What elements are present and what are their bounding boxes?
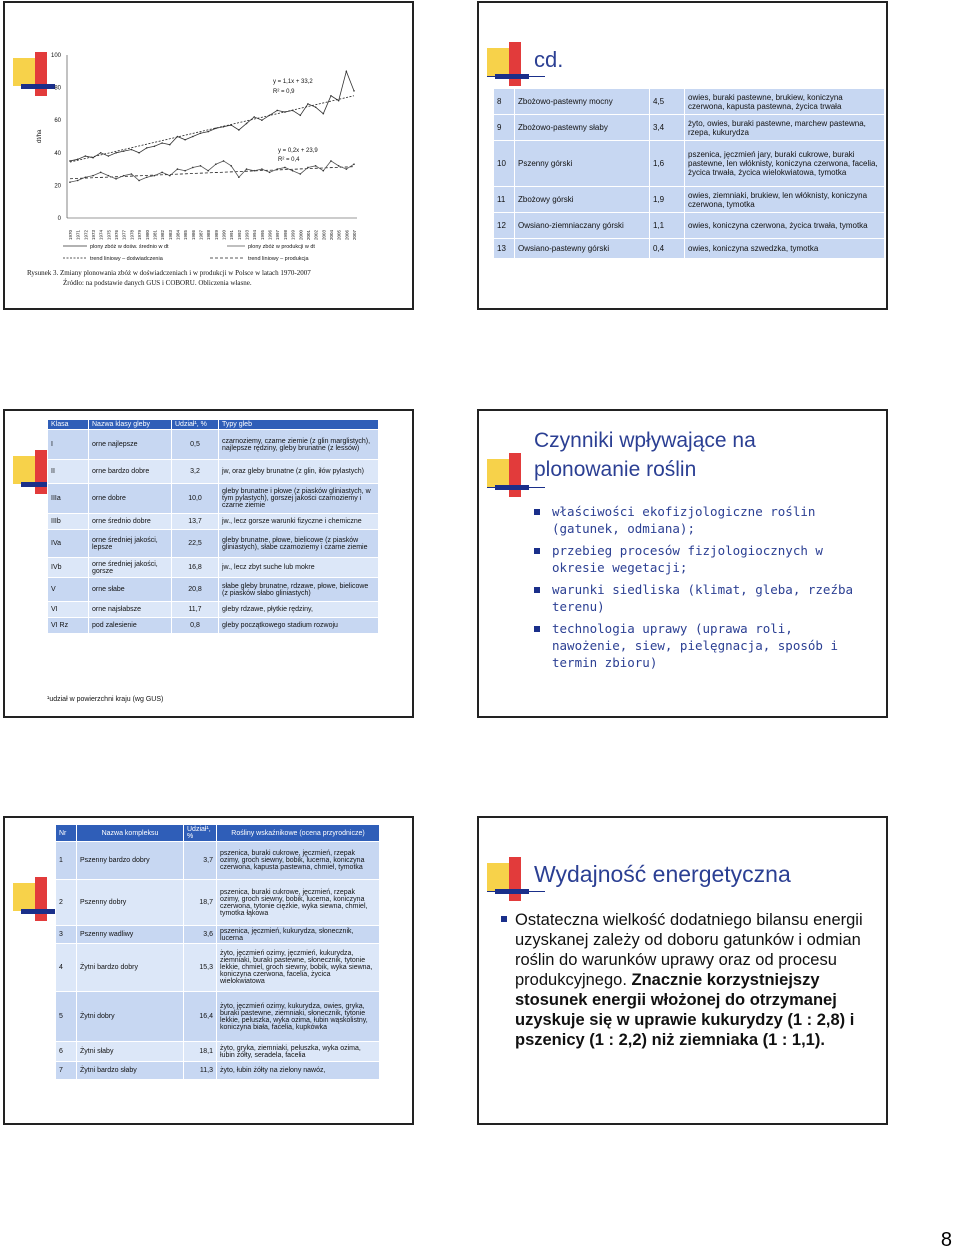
header-cell: Rośliny wskaźnikowe (ocena przyrodnicze) <box>217 825 380 842</box>
cell-pct: 3,7 <box>184 842 217 880</box>
point-production <box>169 175 171 177</box>
point-production <box>184 170 186 172</box>
x-tick-label: 2007 <box>352 229 357 240</box>
cell-nr: 4 <box>56 944 77 992</box>
cell-class-name: pod zalesienie <box>89 618 172 634</box>
table-row <box>494 187 885 213</box>
cell-share: 11,7 <box>172 602 219 618</box>
cell-pct: 16,4 <box>184 992 217 1042</box>
bullet-marker <box>534 626 540 632</box>
point-production <box>292 170 294 172</box>
legend-label-b: plony zbóż w produkcji w dt <box>248 244 315 250</box>
cell-nr: 11 <box>494 187 515 213</box>
cell-pct: 1,9 <box>650 187 685 213</box>
point-experiments <box>123 150 125 152</box>
point-production <box>115 178 117 180</box>
cell-nr: 3 <box>56 926 77 944</box>
cell-class-name: orne średnio dobre <box>89 514 172 530</box>
cell-pct: 18,1 <box>184 1042 217 1062</box>
cell-soil-types: czarnoziemy, czarne ziemie (z glin marglistych), najlepsze rędziny, gleby brunatne (z lessów) <box>219 430 379 460</box>
cell-name: Żytni dobry <box>77 992 184 1042</box>
page-number: 8 <box>940 1229 952 1251</box>
point-experiments <box>292 110 294 112</box>
table-row <box>48 460 379 484</box>
point-experiments <box>92 157 94 159</box>
trend-equation-2: y = 0,2x + 23,9 <box>278 148 318 154</box>
point-production <box>353 163 355 165</box>
x-tick-label: 1973 <box>91 229 97 240</box>
point-production <box>246 168 248 170</box>
cell-plants: żyto, jęczmień ozimy, jęczmień, kukurydza, ziemniaki, buraki pastewne, słonecznik, tytonie lekkie, chmiel, groch siewny, bobik, wyka siewna, koniczyna czerwona, facelia, życica wielokwiatowa <box>217 944 380 992</box>
factor-text: warunki siedliska (klimat, gleba, rzeźba terenu) <box>552 582 854 614</box>
header-cell: Typy gleb <box>219 420 379 430</box>
header-cell: Nazwa klasy gleby <box>89 420 172 430</box>
table-row <box>56 1062 380 1080</box>
point-production <box>192 167 194 169</box>
y-tick-label: 40 <box>54 150 61 157</box>
cell-class: IVb <box>48 558 89 578</box>
cell-soil-types: gleby rdzawe, płytkie rędziny, <box>219 602 379 618</box>
x-tick-label: 1985 <box>183 229 189 240</box>
point-experiments <box>299 115 301 117</box>
point-production <box>315 165 317 167</box>
energy-text-bold: Znacznie korzystniejszy stosunek energii włożonej do otrzymanej uzyskuje się w uprawie kukurydzy (1 : 2,8) i pszenicy (1 : 2,2) niż ziemniaka (1 : 1,1). <box>515 971 855 1049</box>
point-experiments <box>154 145 156 147</box>
cell-name: Zbożowo-pastewny słaby <box>515 115 650 141</box>
point-production <box>238 176 240 178</box>
cell-plants: żyto, łubin żółty na zielony nawóz, <box>217 1062 380 1080</box>
bullet-marker <box>534 509 540 515</box>
header-cell: Nazwa kompleksu <box>77 825 184 842</box>
point-experiments <box>131 149 133 151</box>
cell-plants: owies, koniczyna czerwona, życica trwała, tymotka <box>685 213 885 239</box>
table-footnote: ¹udział w powierzchni kraju (wg GUS) <box>47 696 164 703</box>
cell-plants: pszenica, buraki cukrowe, jęczmień, rzepak ozimy, groch siewny, bobik, lucerna, koniczyna czerwona, kapusta pastewna, chmiel, tymotka <box>217 842 380 880</box>
slide-complex-table <box>3 816 414 1125</box>
bullet-marker <box>501 916 507 922</box>
cell-nr: 7 <box>56 1062 77 1080</box>
slide-title: Wydajność energetyczna <box>534 861 791 887</box>
trend-equation-1: y = 1,1x + 33,2 <box>273 79 313 85</box>
y-tick-label: 80 <box>54 85 61 92</box>
cell-share: 10,0 <box>172 484 219 514</box>
x-tick-label: 1971 <box>75 229 81 240</box>
cell-nr: 5 <box>56 992 77 1042</box>
y-tick-label: 0 <box>57 216 61 222</box>
point-experiments <box>315 106 317 108</box>
point-experiments <box>207 131 209 133</box>
x-tick-label: 1990 <box>221 229 227 240</box>
figure-caption: Rysunek 3. Zmiany plonowania zbóż w doświadczeniach i w produkcji w Polsce w latach 1970-2007 <box>27 269 311 277</box>
cell-pct: 3,4 <box>650 115 685 141</box>
x-tick-label: 2005 <box>336 229 342 240</box>
cell-nr: 12 <box>494 213 515 239</box>
x-tick-label: 2003 <box>321 229 327 240</box>
x-tick-label: 1978 <box>129 229 135 240</box>
point-production <box>346 168 348 170</box>
header-cell: Klasa <box>48 420 89 430</box>
x-tick-label: 1991 <box>229 229 235 240</box>
cell-soil-types: jw, oraz gleby brunatne (z glin, iłów pylastych) <box>219 460 379 484</box>
point-experiments <box>69 160 71 162</box>
agricultural-complex-table <box>55 824 380 1080</box>
x-tick-label: 1986 <box>190 229 196 240</box>
point-production <box>261 168 263 170</box>
table-row <box>48 578 379 602</box>
cell-pct: 15,3 <box>184 944 217 992</box>
table-row <box>494 141 885 187</box>
series-production-line <box>70 161 354 182</box>
bullet-marker <box>534 548 540 554</box>
slide-soil-class-table <box>3 409 414 718</box>
cell-class: I <box>48 430 89 460</box>
point-experiments <box>253 116 255 118</box>
cell-name: Żytni słaby <box>77 1042 184 1062</box>
y-tick-label: 60 <box>54 118 61 125</box>
x-tick-label: 2006 <box>344 229 350 240</box>
slide-title: cd. <box>534 47 564 72</box>
trendline-production <box>70 167 354 179</box>
cell-share: 3,2 <box>172 460 219 484</box>
point-experiments <box>161 142 163 144</box>
point-production <box>269 172 271 174</box>
x-tick-label: 1974 <box>98 229 104 240</box>
point-production <box>154 175 156 177</box>
point-experiments <box>261 119 263 121</box>
factor-text: technologia uprawy (uprawa roli, nawożenie, siew, pielęgnacja, sposób i termin zbioru) <box>552 621 838 670</box>
cell-name: Owsiano-pastewny górski <box>515 239 650 259</box>
point-production <box>77 180 79 182</box>
point-production <box>223 160 225 162</box>
cell-class-name: orne dobre <box>89 484 172 514</box>
point-experiments <box>330 95 332 97</box>
point-production <box>161 172 163 174</box>
table-row <box>494 239 885 259</box>
table-row <box>48 430 379 460</box>
yield-line-chart <box>5 3 412 308</box>
cell-name: Pszenny dobry <box>77 880 184 926</box>
point-experiments <box>338 100 340 102</box>
point-production <box>253 170 255 172</box>
legend-label-c: trend liniowy – doświadczenia <box>90 256 163 262</box>
cell-plants: pszenica, buraki cukrowe, jęczmień, rzepak ozimy, groch siewny, bobik, lucerna, koniczyna czerwona, tytonie ciężkie, wyka siewna, chmiel, tymotka łąkowa <box>217 880 380 926</box>
cell-class-name: orne najlepsze <box>89 430 172 460</box>
cell-plants: pszenica, jęczmień jary, buraki cukrowe, buraki pastewne, len włóknisty, koniczyna czerwona, facelia, życica trwała, życica wielokwiatowa, tymotka <box>685 141 885 187</box>
point-production <box>299 173 301 175</box>
point-production <box>322 170 324 172</box>
cell-share: 16,8 <box>172 558 219 578</box>
factor-item <box>534 503 869 537</box>
point-experiments <box>85 155 87 157</box>
point-experiments <box>322 113 324 115</box>
cell-name: Pszenny wadliwy <box>77 926 184 944</box>
factor-text: przebieg procesów fizjologiocznych w okresie wegetacji; <box>552 543 823 575</box>
x-tick-label: 1993 <box>244 229 250 240</box>
complex-table <box>493 88 885 259</box>
cell-name: Zbożowy górski <box>515 187 650 213</box>
soil-class-table <box>47 419 379 634</box>
point-experiments <box>192 136 194 138</box>
point-experiments <box>230 124 232 126</box>
table-row <box>56 1042 380 1062</box>
cell-nr: 6 <box>56 1042 77 1062</box>
header-cell: Nr <box>56 825 77 842</box>
table-row <box>48 618 379 634</box>
bullet-marker <box>534 587 540 593</box>
cell-class-name: orne średniej jakości, gorsze <box>89 558 172 578</box>
cell-class: VI Rz <box>48 618 89 634</box>
table-row <box>48 602 379 618</box>
cell-soil-types: jw., lecz gorsze warunki fizyczne i chemiczne <box>219 514 379 530</box>
x-tick-label: 1970 <box>68 229 73 240</box>
cell-nr: 9 <box>494 115 515 141</box>
cell-soil-types: gleby brunatne, płowe, bielicowe (z piasków gliniastych), słabe czarnoziemy i czarne ziemie <box>219 530 379 558</box>
point-experiments <box>276 110 278 112</box>
cell-name: Owsiano-ziemniaczany górski <box>515 213 650 239</box>
cell-soil-types: gleby początkowego stadium rozwoju <box>219 618 379 634</box>
x-tick-label: 1996 <box>267 229 273 240</box>
cell-plants: owies, koniczyna szwedzka, tymotka <box>685 239 885 259</box>
x-tick-label: 1995 <box>259 229 265 240</box>
cell-class-name: orne najsłabsze <box>89 602 172 618</box>
table-row <box>48 530 379 558</box>
cell-nr: 13 <box>494 239 515 259</box>
y-axis-unit: dt/ha <box>37 129 43 143</box>
point-experiments <box>115 152 117 154</box>
trend-r2-1: R² = 0,9 <box>273 89 295 95</box>
cell-pct: 4,5 <box>650 89 685 115</box>
point-experiments <box>100 152 102 154</box>
cell-nr: 2 <box>56 880 77 926</box>
cell-soil-types: słabe gleby brunatne, rdzawe, płowe, bielicowe (z piasków słabo gliniastych) <box>219 578 379 602</box>
cell-name: Żytni bardzo słaby <box>77 1062 184 1080</box>
slide-complex-table-continued <box>477 1 888 310</box>
x-tick-label: 2001 <box>305 229 311 240</box>
cell-nr: 10 <box>494 141 515 187</box>
cell-class: VI <box>48 602 89 618</box>
cell-plants: owies, ziemniaki, brukiew, len włóknisty, koniczyna czerwona, tymotka <box>685 187 885 213</box>
x-tick-label: 1976 <box>114 229 120 240</box>
point-experiments <box>307 103 309 105</box>
x-tick-label: 1997 <box>275 229 281 240</box>
cell-name: Zbożowo-pastewny mocny <box>515 89 650 115</box>
table-row <box>494 89 885 115</box>
x-tick-label: 1983 <box>167 229 173 240</box>
cell-plants: żyto, gryka, ziemniaki, peluszka, wyka ozima, łubin żółty, seradela, facelia <box>217 1042 380 1062</box>
x-tick-label: 1984 <box>175 229 181 240</box>
table-row <box>56 926 380 944</box>
point-production <box>92 175 94 177</box>
cell-plants: pszenica, jęczmień, kukurydza, słonecznik, lucerna <box>217 926 380 944</box>
cell-plants: żyto, jęczmień ozimy, kukurydza, owies, gryka, buraki pastewne, ziemniaki, słonecznik, tytonie lekkie, peluszka, wyka ozima, łubin wąskolistny, koniczyna biała, facelia, kupkówka <box>217 992 380 1042</box>
cell-name: Pszenny bardzo dobry <box>77 842 184 880</box>
point-experiments <box>215 128 217 130</box>
point-experiments <box>169 144 171 146</box>
table-row <box>494 115 885 141</box>
table-row <box>56 944 380 992</box>
point-production <box>100 172 102 174</box>
legend-label-d: trend liniowy – produkcja <box>248 256 309 262</box>
x-tick-label: 1977 <box>121 229 127 240</box>
cell-class: II <box>48 460 89 484</box>
slide-chart <box>3 1 414 310</box>
energy-paragraph <box>515 910 875 1050</box>
point-experiments <box>200 132 202 134</box>
x-tick-label: 2000 <box>298 229 304 240</box>
point-production <box>200 165 202 167</box>
cell-pct: 11,3 <box>184 1062 217 1080</box>
cell-soil-types: jw., lecz zbyt suche lub mokre <box>219 558 379 578</box>
cell-share: 0,5 <box>172 430 219 460</box>
factor-item <box>534 620 869 671</box>
point-experiments <box>77 159 79 161</box>
point-production <box>131 173 133 175</box>
point-production <box>123 175 125 177</box>
y-tick-label: 20 <box>54 183 61 190</box>
x-tick-label: 1999 <box>290 229 296 240</box>
cell-pct: 0,4 <box>650 239 685 259</box>
point-experiments <box>353 90 355 92</box>
cell-pct: 18,7 <box>184 880 217 926</box>
x-tick-label: 1988 <box>206 229 212 240</box>
cell-soil-types: gleby brunatne i płowe (z piasków gliniastych, w tym pylastych), gorszej jakości czarnoziemy i czarne ziemie <box>219 484 379 514</box>
cell-share: 13,7 <box>172 514 219 530</box>
y-tick-label: 100 <box>50 53 61 59</box>
header-cell: Udział¹, % <box>172 420 219 430</box>
point-production <box>85 176 87 178</box>
legend-label-a: plony zbóż w dośw. średnio w dt <box>90 244 169 250</box>
cell-name: Pszenny górski <box>515 141 650 187</box>
point-experiments <box>269 115 271 117</box>
table-row <box>56 880 380 926</box>
table-row <box>48 558 379 578</box>
x-tick-label: 1994 <box>252 229 258 240</box>
x-tick-label: 1998 <box>282 229 288 240</box>
point-experiments <box>284 111 286 113</box>
point-production <box>146 176 148 178</box>
point-experiments <box>346 71 348 73</box>
factor-list <box>534 503 869 676</box>
cell-share: 22,5 <box>172 530 219 558</box>
cell-plants: żyto, owies, buraki pastewne, marchew pastewna, rzepa, kukurydza <box>685 115 885 141</box>
point-production <box>330 160 332 162</box>
point-experiments <box>184 139 186 141</box>
figure-source: Źródło: na podstawie danych GUS i COBORU. Obliczenia własne. <box>63 279 252 287</box>
cell-pct: 1,6 <box>650 141 685 187</box>
table-row <box>56 992 380 1042</box>
x-tick-label: 2004 <box>328 229 334 240</box>
cell-plants: owies, buraki pastewne, brukiew, koniczyna czerwona, kapusta pastewna, życica trwała <box>685 89 885 115</box>
slide-energy-efficiency <box>477 816 888 1125</box>
x-tick-label: 1987 <box>198 229 204 240</box>
table-row <box>56 842 380 880</box>
point-experiments <box>238 129 240 131</box>
cell-name: Żytni bardzo dobry <box>77 944 184 992</box>
point-production <box>276 168 278 170</box>
point-experiments <box>138 152 140 154</box>
x-tick-label: 1992 <box>236 229 242 240</box>
point-production <box>69 181 71 183</box>
point-experiments <box>223 126 225 128</box>
point-production <box>338 165 340 167</box>
trend-r2-2: R² = 0,4 <box>278 157 300 163</box>
x-tick-label: 1981 <box>152 229 158 240</box>
cell-class: IIIa <box>48 484 89 514</box>
factor-item <box>534 581 869 615</box>
cell-pct: 1,1 <box>650 213 685 239</box>
cell-class-name: orne bardzo dobre <box>89 460 172 484</box>
cell-class: IIIb <box>48 514 89 530</box>
x-tick-label: 1975 <box>106 229 112 240</box>
point-production <box>138 180 140 182</box>
cell-class: IVa <box>48 530 89 558</box>
slide-yield-factors <box>477 409 888 718</box>
energy-text-normal: Ostateczna wielkość dodatniego bilansu energii uzyskanej zależy od doboru gatunków i odmian roślin do warunków uprawy oraz od procesu produkcyjnego. <box>515 911 863 989</box>
x-tick-label: 1979 <box>137 229 143 240</box>
point-production <box>207 170 209 172</box>
x-tick-label: 1982 <box>160 229 166 240</box>
cell-nr: 8 <box>494 89 515 115</box>
cell-pct: 3,6 <box>184 926 217 944</box>
header-cell: Udział¹, % <box>184 825 217 842</box>
point-experiments <box>146 147 148 149</box>
point-production <box>215 163 217 165</box>
table-row <box>494 213 885 239</box>
slide-title: Czynniki wpływające na plonowanie roślin <box>534 429 756 481</box>
x-tick-label: 2002 <box>313 229 319 240</box>
factor-text: właściwości ekofizjologiczne roślin (gatunek, odmiana); <box>552 504 816 536</box>
point-experiments <box>177 136 179 138</box>
factor-item <box>534 542 869 576</box>
point-experiments <box>246 123 248 125</box>
point-production <box>284 167 286 169</box>
point-production <box>230 165 232 167</box>
cell-share: 20,8 <box>172 578 219 602</box>
point-production <box>307 167 309 169</box>
cell-class-name: orne słabe <box>89 578 172 602</box>
point-experiments <box>108 155 110 157</box>
table-row <box>48 484 379 514</box>
x-tick-label: 1972 <box>83 229 89 240</box>
table-row <box>48 514 379 530</box>
point-production <box>108 175 110 177</box>
x-tick-label: 1989 <box>213 229 219 240</box>
point-production <box>177 168 179 170</box>
x-tick-label: 1980 <box>144 229 150 240</box>
cell-nr: 1 <box>56 842 77 880</box>
cell-class-name: orne średniej jakości, lepsze <box>89 530 172 558</box>
cell-share: 0,8 <box>172 618 219 634</box>
cell-class: V <box>48 578 89 602</box>
